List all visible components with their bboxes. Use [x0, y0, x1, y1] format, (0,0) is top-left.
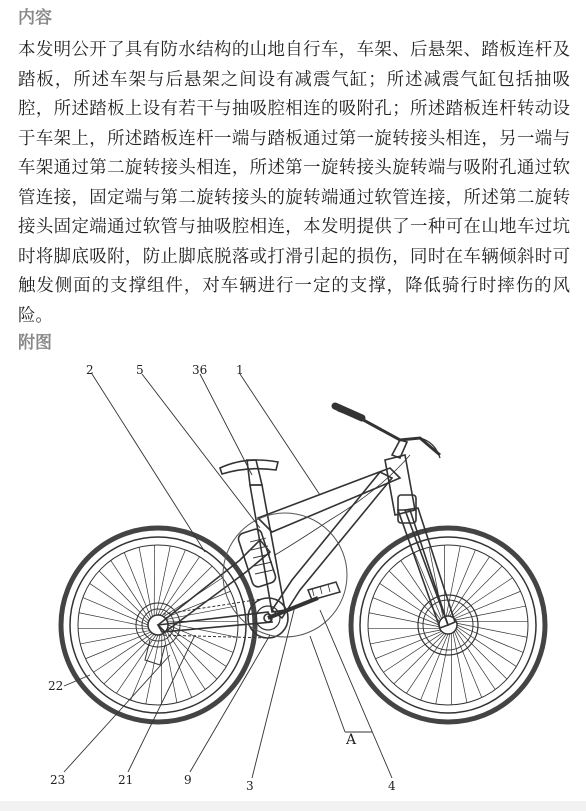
label-22: 22 [48, 679, 64, 693]
content-heading: 内容 [18, 8, 52, 28]
figure-heading: 附图 [18, 333, 52, 353]
label-21: 21 [118, 773, 134, 787]
label-4: 4 [388, 779, 396, 793]
label-5: 5 [136, 363, 144, 377]
label-2: 2 [86, 363, 94, 377]
label-23: 23 [50, 773, 66, 787]
bicycle-drawing [0, 360, 586, 800]
label-a: A [346, 732, 357, 748]
abstract-text: 本发明公开了具有防水结构的山地自行车，车架、后悬架、踏板连杆及踏板，所述车架与后悬架之间设有减震气缸；所述减震气缸包括抽吸腔，所述踏板上设有若干与抽吸腔相连的吸附孔；所述踏板连杆转动设于车架上，所述踏板连杆一端与踏板通过第一旋转接头相连，另一端与车架通过第二旋转接头相连，所述第一旋转接头旋转端与吸附孔通过软管连接，固定端与第二旋转接头的旋转端通过软管连接，所述第二旋转接头固定端通过软管与抽吸腔相连，本发明提供了一种可在山地车过坑时将脚底吸附，防止脚底脱落或打滑引起的损伤，同时在车辆倾斜时可触发侧面的支撑组件，对车辆进行一定的支撑，降低骑行时摔伤的风险。 [18, 40, 570, 326]
label-9: 9 [184, 773, 192, 787]
label-3: 3 [246, 779, 254, 793]
leader-lines [64, 374, 392, 778]
label-36: 36 [192, 363, 208, 377]
label-1: 1 [236, 363, 244, 377]
bottom-bar [0, 801, 586, 811]
